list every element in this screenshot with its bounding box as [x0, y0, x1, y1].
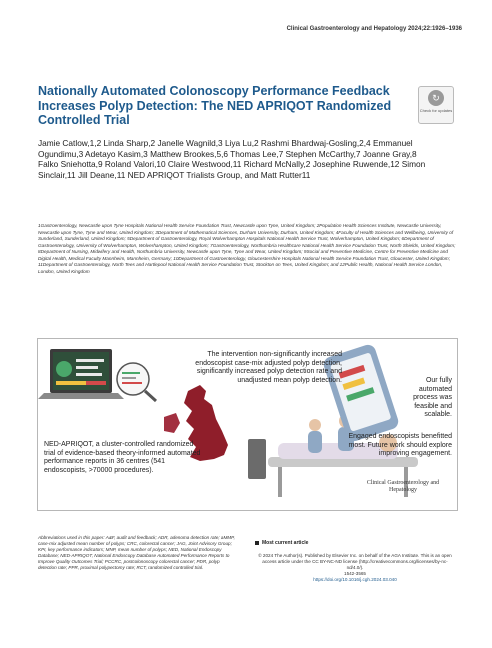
doi-link[interactable]: https://doi.org/10.1016/j.cgh.2024.03.040: [313, 577, 397, 582]
running-head: Clinical Gastroenterology and Hepatology 2024;22:1926–1936: [286, 26, 462, 32]
most-current-article: [255, 540, 308, 546]
issn: 1542-3565: [344, 571, 366, 576]
journal-brand-logo: Clinical Gastroenterology and Hepatology: [366, 480, 440, 493]
square-bullet-icon: [255, 541, 259, 545]
abstract-trial-description: NED-APRIQOT, a cluster-controlled randomized trial of evidence-based theory-informed automated performance reports in 36 centres (541 endoscopists, >70000 procedures).: [44, 441, 201, 474]
copyright-text: © 2024 The Author(s). Published by Elsevier Inc. on behalf of the AGA Institute. This is an open access article under the CC BY-NC-ND license (http://creativecommons.org/licenses/by-nc-nd/4.0/).: [258, 553, 452, 570]
article-title: Nationally Automated Colonoscopy Performance Feedback Increases Polyp Detection: The NED APRIQOT Randomized Controlled Trial: [38, 84, 392, 127]
abstract-engagement-text: Engaged endoscopists benefitted most. Future work should explore improving engagement.: [348, 433, 452, 458]
abstract-feasibility-text: Our fully automated process was feasible and scalable.: [413, 377, 452, 419]
check-for-updates-label: Check for updates: [419, 108, 453, 113]
author-list: Jamie Catlow,1,2 Linda Sharp,2 Janelle Wagnild,3 Liya Lu,2 Rashmi Bhardwaj-Gosling,2,4 Emmanuel Ogundimu,3 Adetayo Kasim,3 Matthew Brookes,5,6 Thomas Lee,7 Stephen McCarthy,7 Joanne Gray,8 Falko Sniehotta,9 Roland Valori,10 Claire Westwood,11 Richard McNally,2 Josephine Ruwende,12 Simon Sinclair,11 Jill Deane,11 NED APRIQOT Trialists Group, and Matt Rutter11: [38, 138, 426, 180]
most-current-label: Most current article: [262, 540, 309, 546]
refresh-icon: ↻: [428, 90, 444, 106]
check-for-updates-badge[interactable]: [418, 86, 454, 124]
graphical-abstract: [37, 338, 458, 511]
abstract-finding-text: The intervention non-significantly increased endoscopist case-mix adjusted polyp detection, significantly increased polyp detection rate and unadjusted mean polyp detection.: [195, 351, 342, 384]
affiliations: 1Gastroenterology, Newcastle upon Tyne Hospitals National Health Service Foundation Trust, Newcastle upon Tyne, United Kingdom; 2Population Health Sciences Institute, Newcastle University, Newcastle upon Tyne, Tyne and Wear, United Kingdom; 3Department of Mathematical Sciences, Durham University, Durham, United Kingdom; 4Faculty of Health Sciences and Wellbeing, University of Sunderland, Sunderland, United Kingdom; 5Department of Gastroenterology, Royal Wolverhampton Hospitals National Health Service Trust, Wolverhampton, United Kingdom; 6Department of Gastroenterology, University of Wolverhampton, Wolverhampton, United Kingdom; 7Gastroenterology, Northumbria Healthcare National Health Service Foundation Trust, North Shields, United Kingdom; 8Department of Nursing, Midwifery and Health, Northumbria University, Newcastle upon Tyne, Tyne and Wear, United Kingdom; 9Social and Preventive Medicine, Centre for Preventive Medicine and Digital Health, Medical Faculty Mannheim, Mannheim, Germany; 10Department of Gastroenterology, Gloucestershire Hospitals National Health Service Foundation Trust, Gloucester, United Kingdom; 11Department of Gastroenterology, North Tees and Hartlepool National Health Service Foundation Trust, Stockton on Tees, United Kingdom; and 12Public Health, National Health Service London, London, United Kingdom: [38, 223, 456, 274]
copyright-notice: [255, 553, 455, 583]
laptop-illustration: [38, 349, 124, 399]
abbreviations-footnote: Abbreviations used in this paper: A&F, audit and feedback; ADR, adenoma detection rate; aMMP, case-mix adjusted mean number of polyps; CRC, colorectal cancer; JAG, Joint Advisory Group; KPI, key performance indicators; MNP, mean number of polyps; NED, National Endoscopy Database; NED-APRIQOT, National Endoscopy Database Automated Performance Reports to Improve Quality Outcomes Trial; PCCRC, postcolonoscopy colorectal cancer; PDR, polyp detection rate; PPR, proximal polypectomy rate; RCT, randomized controlled trial.: [38, 535, 235, 570]
